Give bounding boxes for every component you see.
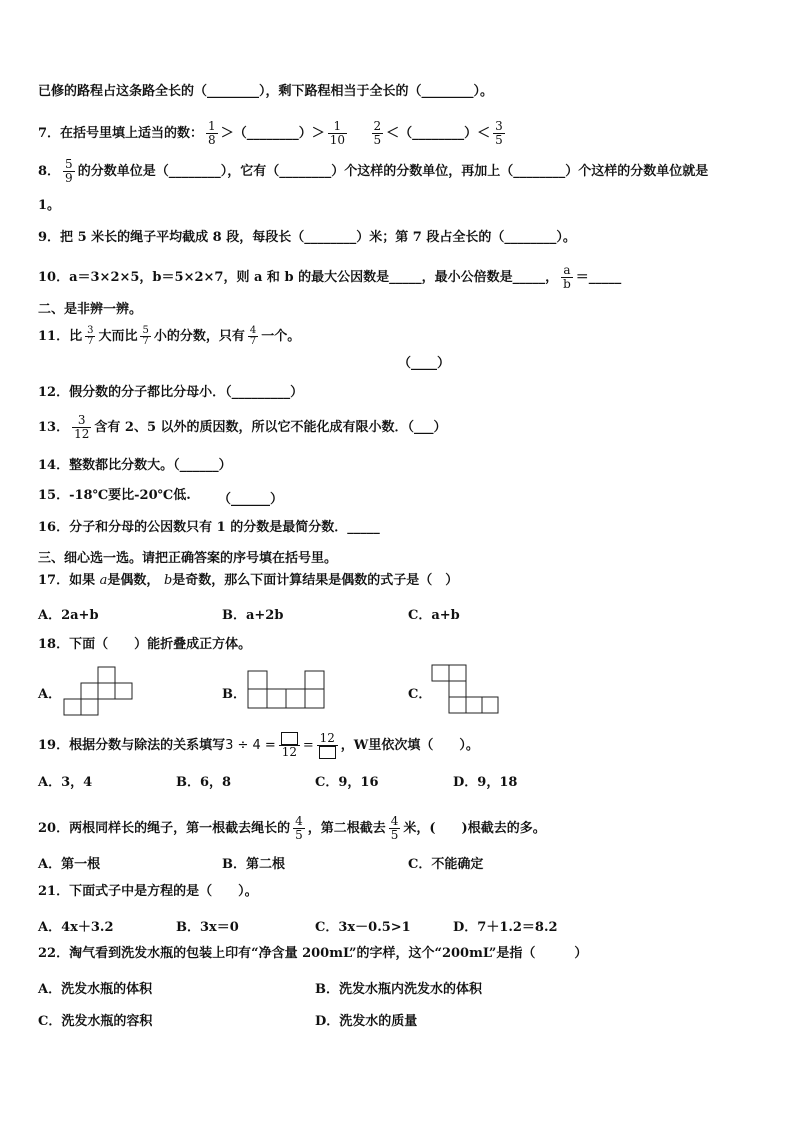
q19-equals: = [302, 738, 314, 753]
q15-line: 15．-18℃要比-20℃低. [38, 488, 191, 503]
q10-f-den: b [563, 277, 571, 291]
q10-fraction [561, 264, 573, 291]
q20-f2-den: 5 [390, 828, 399, 842]
q18-line: 18．下面（ ）能折叠成正方体。 [38, 637, 252, 652]
q19-line [38, 732, 479, 759]
q19-option-b[interactable]: B．6，8 [176, 775, 232, 790]
q10-text: 10．a＝3×2×5，b＝5×2×7，则 a 和 b 的最大公因数是_____，最小公倍数是_____， [38, 270, 559, 285]
q19-box-2[interactable] [319, 746, 336, 759]
q18-net-b [246, 670, 326, 710]
q22-option-b[interactable]: B．洗发水瓶内洗发水的体积 [315, 982, 482, 997]
q10-tail: ＝_____ [575, 270, 622, 285]
q17-text-1: 是偶数， [107, 573, 160, 588]
q11-text-1: 大而比 [98, 329, 138, 344]
q11-f3-den: 7 [249, 336, 257, 347]
q13-f-den: 12 [74, 427, 90, 441]
q19-tail: ，W里依次填（ ）。 [340, 738, 479, 753]
q13-label: 13． [38, 420, 70, 435]
q8-f-den: 9 [65, 171, 73, 185]
q20-option-a[interactable]: A．第一根 [38, 857, 101, 872]
q6-line: 已修的路程占这条路全长的（________），剩下路程相当于全长的（________）。 [38, 84, 494, 99]
q17-label: 17．如果 [38, 573, 96, 588]
q16-line: 16．分子和分母的公因数只有 1 的分数是最简分数．_____ [38, 520, 380, 535]
q20-fraction-2 [389, 815, 401, 842]
q8-continuation: 1。 [38, 198, 61, 213]
q10-line [38, 264, 621, 291]
q17-line [38, 573, 458, 589]
q13-fraction [72, 414, 91, 441]
q7-text-2: ＜（________）＜ [386, 126, 491, 141]
q20-f1-num: 4 [295, 814, 303, 828]
q20-text-1: ，第二根截去 [307, 821, 386, 836]
q22-option-a[interactable]: A．洗发水瓶的体积 [38, 982, 153, 997]
q22-option-c[interactable]: C．洗发水瓶的容积 [38, 1014, 153, 1029]
q7-fraction-4 [493, 120, 505, 147]
q15-answer-blank[interactable]: （______） [218, 492, 284, 507]
q17-var-b: b [163, 573, 173, 588]
q11-fraction-3 [248, 326, 258, 347]
q21-option-d[interactable]: D．7＋1.2＝8.2 [453, 920, 558, 935]
q17-option-a[interactable]: A．2a+b [38, 608, 99, 623]
q7-f2-den: 10 [329, 133, 345, 147]
q17-text-2: 是奇数，那么下面计算结果是偶数的式子是（ ） [172, 573, 459, 588]
q21-option-b[interactable]: B．3x＝0 [176, 920, 239, 935]
q20-option-b[interactable]: B．第二根 [222, 857, 285, 872]
q7-label: 7．在括号里填上适当的数： [38, 126, 204, 141]
q20-label: 20．两根同样长的绳子，第一根截去绳长的 [38, 821, 291, 836]
q17-option-c[interactable]: C．a+b [408, 608, 460, 623]
q11-fraction-2 [140, 326, 150, 347]
q18-net-a [62, 666, 136, 716]
q11-label: 11．比 [38, 329, 83, 344]
q11-line [38, 326, 300, 347]
q11-f2-num: 5 [142, 325, 149, 336]
q8-label: 8． [38, 164, 61, 179]
q14-line: 14．整数都比分数大。（______） [38, 458, 232, 473]
q18-option-a[interactable]: A． [38, 687, 62, 702]
q7-f2-num: 1 [328, 120, 347, 134]
q18-option-c[interactable]: C． [408, 687, 432, 702]
q11-f1-num: 3 [87, 325, 94, 336]
q7-fraction-1 [206, 120, 218, 147]
q21-line: 21．下面式子中是方程的是（ ）。 [38, 884, 258, 899]
q19-f2-num: 12 [317, 732, 338, 746]
q13-line [38, 414, 447, 441]
q13-text: 含有 2、5 以外的质因数，所以它不能化成有限小数．（___） [94, 420, 447, 435]
q11-f1-den: 7 [87, 336, 94, 347]
q7-f4-num: 3 [495, 119, 503, 133]
q8-fraction [63, 158, 75, 185]
q12-line: 12．假分数的分子都比分母小．（_________） [38, 385, 304, 400]
q11-f3-num: 4 [249, 325, 257, 336]
q9-line: 9．把 5 米长的绳子平均截成 8 段，每段长（________）米；第 7 段占全长的（________）。 [38, 230, 576, 245]
q21-option-c[interactable]: C．3x－0.5>1 [315, 920, 411, 935]
section-2-title: 二、是非辨一辨。 [38, 302, 143, 317]
q8-text: 的分数单位是（________），它有（________）个这样的分数单位，再加上（________）个这样的分数单位就是 [77, 164, 709, 179]
q19-option-c[interactable]: C．9，16 [315, 775, 379, 790]
q7-fraction-2 [328, 120, 347, 147]
q20-fraction-1 [293, 815, 305, 842]
q7-f1-den: 8 [208, 133, 216, 147]
q11-text-2: 小的分数，只有 [153, 329, 245, 344]
q11-answer-blank[interactable]: （____） [398, 356, 451, 371]
q18-option-b[interactable]: B． [222, 687, 246, 702]
q20-option-c[interactable]: C．不能确定 [408, 857, 484, 872]
q22-line: 22．淘气看到洗发水瓶的包装上印有“净含量 200mL”的字样，这个“200mL”是指（ ） [38, 946, 588, 961]
q11-fraction-1 [85, 326, 95, 347]
q7-f4-den: 5 [495, 133, 503, 147]
q7-fraction-3 [372, 120, 384, 147]
q8-line [38, 158, 708, 185]
q19-option-d[interactable]: D．9，18 [453, 775, 518, 790]
q19-fraction-2 [317, 732, 338, 759]
q19-expression: 3 ÷ 4 = [225, 738, 276, 753]
q22-option-d[interactable]: D．洗发水的质量 [315, 1014, 418, 1029]
q17-option-b[interactable]: B．a+2b [222, 608, 284, 623]
q21-option-a[interactable]: A．4x＋3.2 [38, 920, 114, 935]
q10-f-num: a [561, 264, 573, 278]
section-3-title: 三、细心选一选。请把正确答案的序号填在括号里。 [38, 551, 338, 566]
q13-f-num: 3 [72, 414, 91, 428]
q19-f1-den: 12 [281, 745, 297, 759]
q19-label: 19．根据分数与除法的关系填写 [38, 738, 226, 753]
q19-option-a[interactable]: A．3，4 [38, 775, 93, 790]
q11-f2-den: 7 [142, 336, 149, 347]
q20-f2-num: 4 [390, 814, 399, 828]
q19-fraction-1 [279, 732, 300, 759]
q7-line [38, 120, 508, 147]
q7-f1-num: 1 [208, 119, 216, 133]
q20-f1-den: 5 [295, 828, 303, 842]
q7-f3-num: 2 [373, 119, 382, 133]
q8-f-num: 5 [65, 157, 73, 171]
q7-f3-den: 5 [373, 133, 382, 147]
q18-net-c [430, 664, 500, 716]
q11-text-3: 一个。 [261, 329, 301, 344]
q17-var-a: a [99, 573, 108, 588]
q19-box-1[interactable] [281, 732, 298, 745]
q7-text-1: ＞（________）＞ [220, 126, 325, 141]
q20-text-2: 米，( )根截去的多。 [403, 821, 546, 836]
q20-line [38, 815, 546, 842]
